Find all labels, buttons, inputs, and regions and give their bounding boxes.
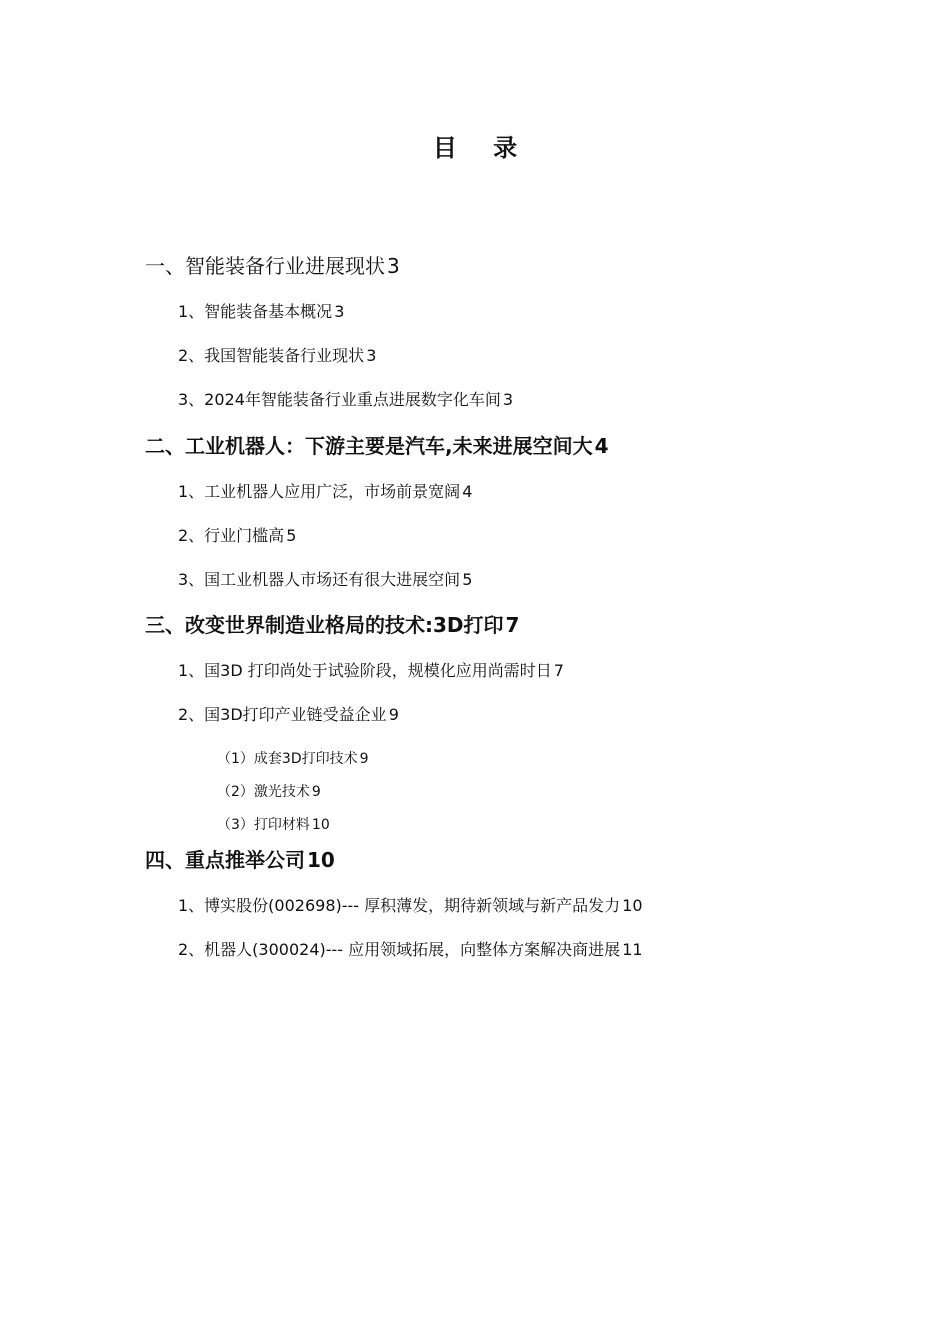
toc-item-label: 2、我国智能装备行业现状 [178, 346, 365, 365]
toc-item-label: 3、国工业机器人市场还有很大进展空间 [178, 570, 461, 589]
toc-subitem-3-2-3[interactable] [217, 814, 330, 836]
toc-subitem-label: （3）打印材料 [217, 817, 310, 833]
toc-item-4-1[interactable] [178, 894, 643, 918]
toc-page-number: 3 [387, 254, 400, 278]
toc-page-number: 10 [622, 896, 643, 915]
toc-page-number: 9 [359, 751, 369, 767]
toc-item-1-3[interactable] [178, 388, 513, 412]
toc-page-number: 5 [462, 570, 473, 589]
toc-item-label: 2、行业门槛高 [178, 526, 285, 545]
toc-page-number: 3 [502, 390, 514, 409]
toc-section-2[interactable] [145, 432, 609, 460]
toc-item-3-1[interactable] [178, 659, 564, 683]
toc-item-label: 1、工业机器人应用广泛，市场前景宽阔 [178, 482, 461, 501]
toc-item-2-3[interactable] [178, 568, 472, 592]
toc-section-3[interactable] [145, 611, 519, 639]
toc-section-1[interactable] [145, 252, 400, 280]
toc-item-2-1[interactable] [178, 480, 472, 504]
toc-item-label: 2、机器人(300024)--- 应用领域拓展，向整体方案解决商进展 [178, 940, 621, 959]
toc-item-3-2[interactable] [178, 703, 399, 727]
toc-section-label: 一、智能装备行业进展现状 [145, 254, 385, 278]
toc-page-number: 7 [553, 661, 564, 680]
toc-item-1-2[interactable] [178, 344, 376, 368]
toc-page-number: 4 [462, 482, 473, 501]
toc-page-number: 10 [307, 848, 335, 872]
toc-item-label: 1、智能装备基本概况 [178, 302, 333, 321]
toc-page-number: 10 [311, 817, 330, 833]
toc-subitem-3-2-2[interactable] [217, 781, 321, 803]
toc-item-2-2[interactable] [178, 524, 296, 548]
toc-section-label: 三、改变世界制造业格局的技术:3D打印 [145, 613, 504, 637]
toc-item-label: 1、博实股份(002698)--- 厚积薄发，期待新领域与新产品发力 [178, 896, 621, 915]
toc-section-label: 四、重点推举公司 [145, 848, 305, 872]
toc-page-number: 4 [594, 434, 609, 458]
toc-subitem-label: （2）激光技术 [217, 784, 310, 800]
toc-item-1-1[interactable] [178, 300, 344, 324]
toc-page-number: 3 [366, 346, 377, 365]
toc-item-label: 2、国3D打印产业链受益企业 [178, 705, 387, 724]
toc-section-4[interactable] [145, 846, 335, 874]
toc-title: 目 录 [432, 134, 532, 162]
toc-page-number: 3 [334, 302, 345, 321]
toc-page-number: 9 [311, 784, 321, 800]
toc-page-number: 7 [505, 613, 520, 637]
toc-page-number: 11 [622, 940, 643, 959]
toc-item-label: 3、2024年智能装备行业重点进展数字化车间 [178, 390, 501, 409]
toc-section-label: 二、工业机器人：下游主要是汽车,未来进展空间大 [145, 434, 593, 458]
toc-item-label: 1、国3D 打印尚处于试验阶段，规模化应用尚需时日 [178, 661, 552, 680]
toc-item-4-2[interactable] [178, 938, 643, 962]
toc-subitem-3-2-1[interactable] [217, 748, 369, 770]
toc-subitem-label: （1）成套3D打印技术 [217, 751, 358, 767]
toc-page-number: 5 [286, 526, 297, 545]
toc-page-number: 9 [388, 705, 399, 724]
